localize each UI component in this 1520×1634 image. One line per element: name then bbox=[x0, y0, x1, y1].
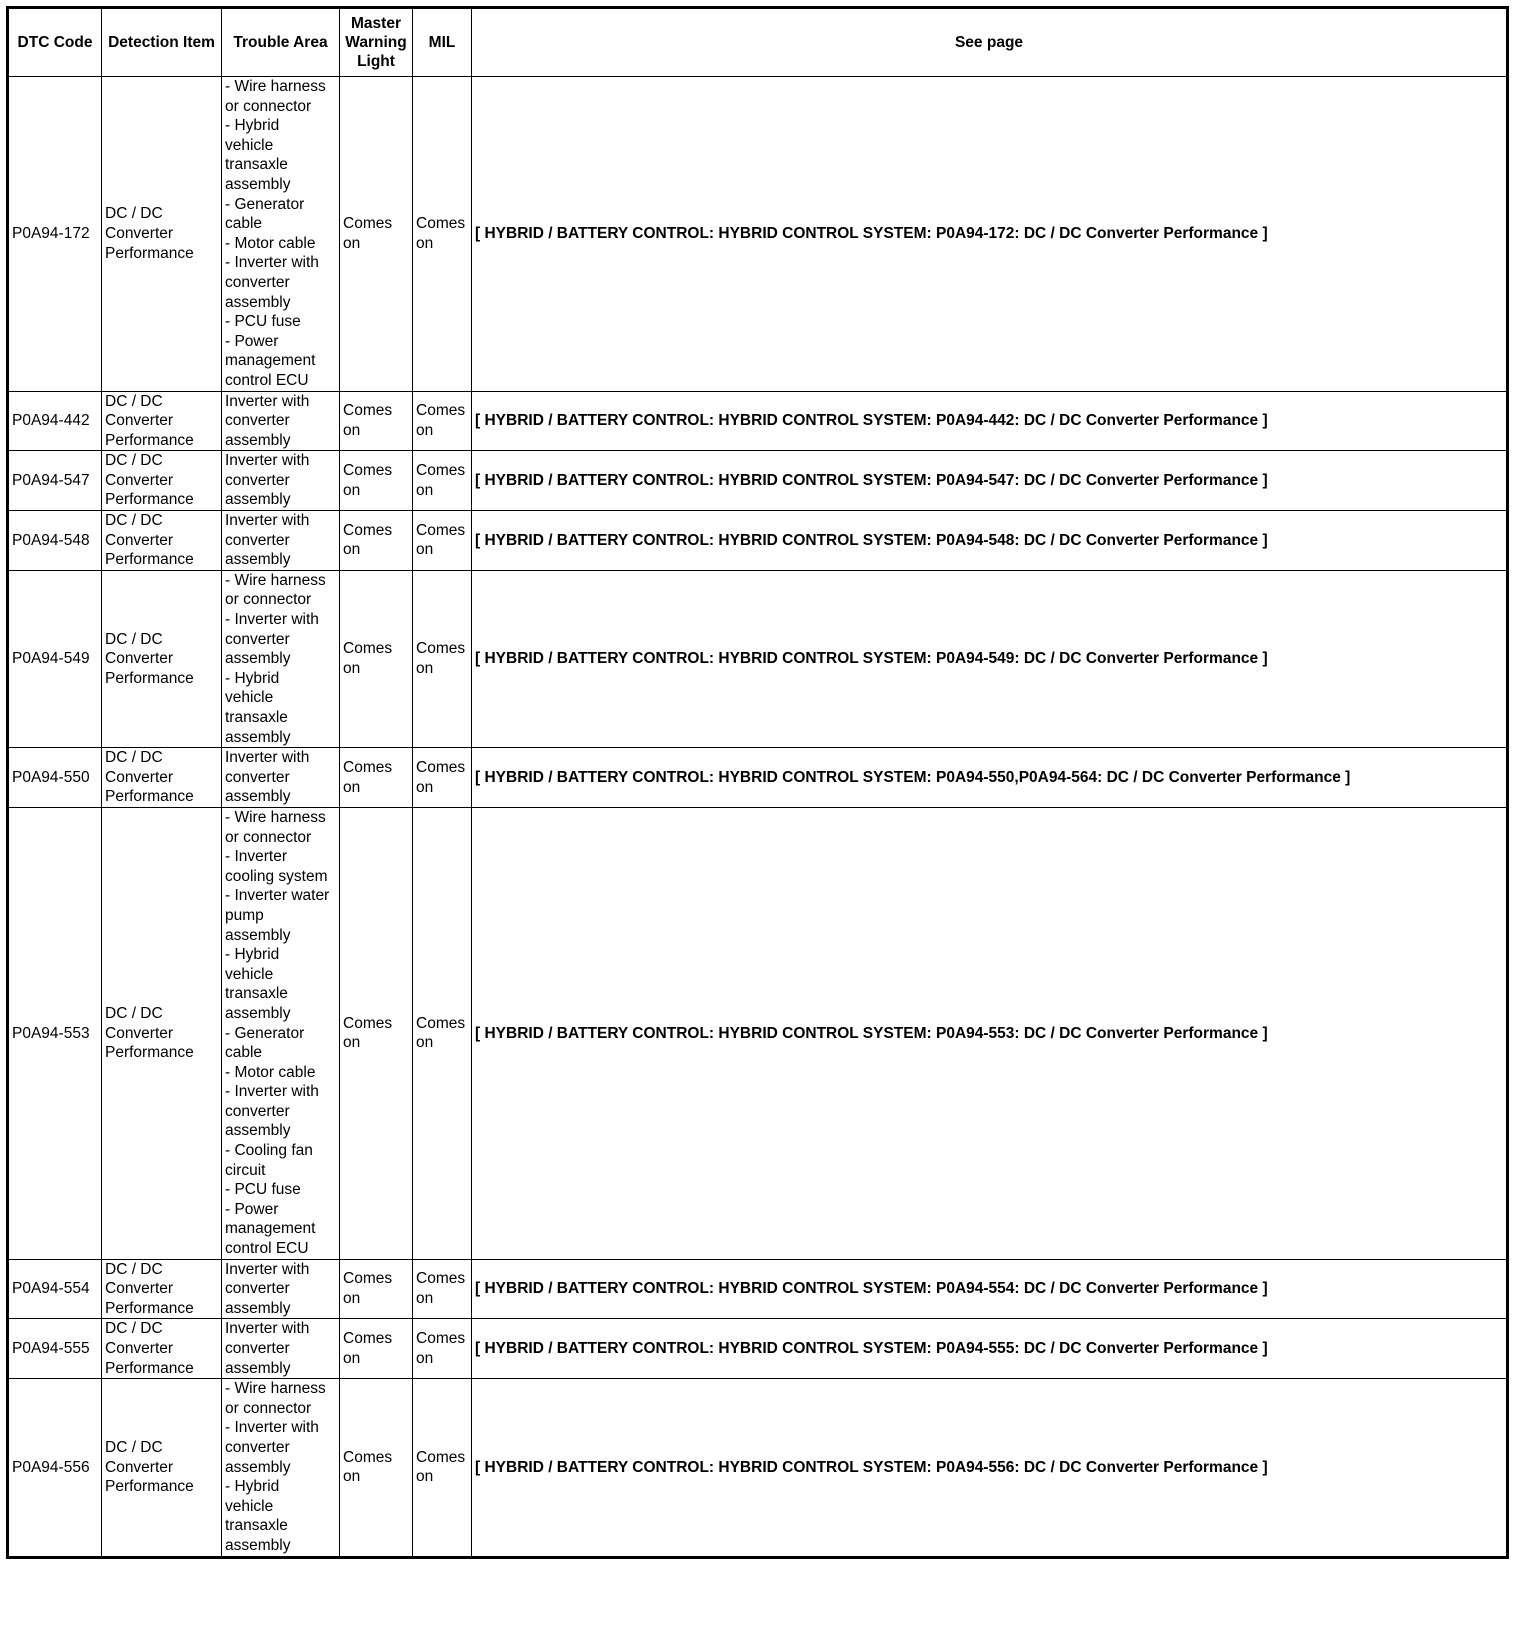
dtc-code-cell: P0A94-172 bbox=[8, 77, 102, 392]
master-warning-cell: Comes on bbox=[340, 1259, 413, 1319]
dtc-code-cell: P0A94-548 bbox=[8, 511, 102, 571]
see-page-link[interactable]: [ HYBRID / BATTERY CONTROL: HYBRID CONTROL SYSTEM: P0A94-556: DC / DC Converter Performance ] bbox=[472, 1379, 1508, 1557]
mil-cell: Comes on bbox=[413, 511, 472, 571]
header-row bbox=[8, 8, 1508, 77]
master-warning-cell: Comes on bbox=[340, 807, 413, 1259]
table-row bbox=[8, 807, 1508, 1259]
master-warning-cell: Comes on bbox=[340, 451, 413, 511]
mil-cell: Comes on bbox=[413, 748, 472, 808]
mil-cell: Comes on bbox=[413, 1259, 472, 1319]
detection-item-cell: DC / DC Converter Performance bbox=[102, 807, 222, 1259]
table-body bbox=[8, 77, 1508, 1558]
detection-item-cell: DC / DC Converter Performance bbox=[102, 77, 222, 392]
trouble-area-cell: Inverter with converter assembly bbox=[222, 1259, 340, 1319]
table-header bbox=[8, 8, 1508, 77]
detection-item-cell: DC / DC Converter Performance bbox=[102, 511, 222, 571]
mil-cell: Comes on bbox=[413, 1319, 472, 1379]
dtc-code-cell: P0A94-553 bbox=[8, 807, 102, 1259]
mil-cell: Comes on bbox=[413, 451, 472, 511]
mil-cell: Comes on bbox=[413, 570, 472, 747]
trouble-area-cell: Inverter with converter assembly bbox=[222, 1319, 340, 1379]
dtc-code-cell: P0A94-556 bbox=[8, 1379, 102, 1557]
detection-item-cell: DC / DC Converter Performance bbox=[102, 1319, 222, 1379]
dtc-table bbox=[6, 6, 1509, 1559]
detection-item-cell: DC / DC Converter Performance bbox=[102, 451, 222, 511]
dtc-code-cell: P0A94-442 bbox=[8, 391, 102, 451]
header-master-warning-light: Master Warning Light bbox=[340, 8, 413, 77]
dtc-code-cell: P0A94-550 bbox=[8, 748, 102, 808]
header-detection-item: Detection Item bbox=[102, 8, 222, 77]
master-warning-cell: Comes on bbox=[340, 1379, 413, 1557]
header-trouble-area: Trouble Area bbox=[222, 8, 340, 77]
see-page-link[interactable]: [ HYBRID / BATTERY CONTROL: HYBRID CONTROL SYSTEM: P0A94-553: DC / DC Converter Performance ] bbox=[472, 807, 1508, 1259]
trouble-area-cell: Inverter with converter assembly bbox=[222, 511, 340, 571]
table-row bbox=[8, 391, 1508, 451]
master-warning-cell: Comes on bbox=[340, 77, 413, 392]
master-warning-cell: Comes on bbox=[340, 570, 413, 747]
detection-item-cell: DC / DC Converter Performance bbox=[102, 1259, 222, 1319]
table-row bbox=[8, 451, 1508, 511]
dtc-code-cell: P0A94-554 bbox=[8, 1259, 102, 1319]
trouble-area-cell: - Wire harness or connector - Hybrid vehicle transaxle assembly - Generator cable - Motor cable - Inverter with converter assembly - PCU fuse - Power management control ECU bbox=[222, 77, 340, 392]
see-page-link[interactable]: [ HYBRID / BATTERY CONTROL: HYBRID CONTROL SYSTEM: P0A94-548: DC / DC Converter Performance ] bbox=[472, 511, 1508, 571]
see-page-link[interactable]: [ HYBRID / BATTERY CONTROL: HYBRID CONTROL SYSTEM: P0A94-554: DC / DC Converter Performance ] bbox=[472, 1259, 1508, 1319]
trouble-area-cell: - Wire harness or connector - Inverter cooling system - Inverter water pump assembly - Hybrid vehicle transaxle assembly - Generator cable - Motor cable - Inverter with converter assembly - Cooling fan circuit - PCU fuse - Power management control ECU bbox=[222, 807, 340, 1259]
table-row bbox=[8, 77, 1508, 392]
see-page-link[interactable]: [ HYBRID / BATTERY CONTROL: HYBRID CONTROL SYSTEM: P0A94-549: DC / DC Converter Performance ] bbox=[472, 570, 1508, 747]
table-row bbox=[8, 1379, 1508, 1557]
table-row bbox=[8, 1319, 1508, 1379]
master-warning-cell: Comes on bbox=[340, 391, 413, 451]
trouble-area-cell: - Wire harness or connector - Inverter with converter assembly - Hybrid vehicle transaxle assembly bbox=[222, 1379, 340, 1557]
mil-cell: Comes on bbox=[413, 1379, 472, 1557]
master-warning-cell: Comes on bbox=[340, 1319, 413, 1379]
trouble-area-cell: Inverter with converter assembly bbox=[222, 451, 340, 511]
detection-item-cell: DC / DC Converter Performance bbox=[102, 391, 222, 451]
table-row bbox=[8, 748, 1508, 808]
mil-cell: Comes on bbox=[413, 807, 472, 1259]
master-warning-cell: Comes on bbox=[340, 511, 413, 571]
dtc-code-cell: P0A94-549 bbox=[8, 570, 102, 747]
header-see-page: See page bbox=[472, 8, 1508, 77]
header-dtc-code: DTC Code bbox=[8, 8, 102, 77]
mil-cell: Comes on bbox=[413, 391, 472, 451]
master-warning-cell: Comes on bbox=[340, 748, 413, 808]
table-row bbox=[8, 511, 1508, 571]
header-mil: MIL bbox=[413, 8, 472, 77]
detection-item-cell: DC / DC Converter Performance bbox=[102, 748, 222, 808]
trouble-area-cell: Inverter with converter assembly bbox=[222, 391, 340, 451]
detection-item-cell: DC / DC Converter Performance bbox=[102, 1379, 222, 1557]
dtc-code-cell: P0A94-555 bbox=[8, 1319, 102, 1379]
trouble-area-cell: - Wire harness or connector - Inverter with converter assembly - Hybrid vehicle transaxle assembly bbox=[222, 570, 340, 747]
see-page-link[interactable]: [ HYBRID / BATTERY CONTROL: HYBRID CONTROL SYSTEM: P0A94-442: DC / DC Converter Performance ] bbox=[472, 391, 1508, 451]
dtc-code-cell: P0A94-547 bbox=[8, 451, 102, 511]
see-page-link[interactable]: [ HYBRID / BATTERY CONTROL: HYBRID CONTROL SYSTEM: P0A94-550,P0A94-564: DC / DC Converter Performance ] bbox=[472, 748, 1508, 808]
detection-item-cell: DC / DC Converter Performance bbox=[102, 570, 222, 747]
table-row bbox=[8, 570, 1508, 747]
see-page-link[interactable]: [ HYBRID / BATTERY CONTROL: HYBRID CONTROL SYSTEM: P0A94-547: DC / DC Converter Performance ] bbox=[472, 451, 1508, 511]
table-row bbox=[8, 1259, 1508, 1319]
mil-cell: Comes on bbox=[413, 77, 472, 392]
see-page-link[interactable]: [ HYBRID / BATTERY CONTROL: HYBRID CONTROL SYSTEM: P0A94-172: DC / DC Converter Performance ] bbox=[472, 77, 1508, 392]
see-page-link[interactable]: [ HYBRID / BATTERY CONTROL: HYBRID CONTROL SYSTEM: P0A94-555: DC / DC Converter Performance ] bbox=[472, 1319, 1508, 1379]
trouble-area-cell: Inverter with converter assembly bbox=[222, 748, 340, 808]
